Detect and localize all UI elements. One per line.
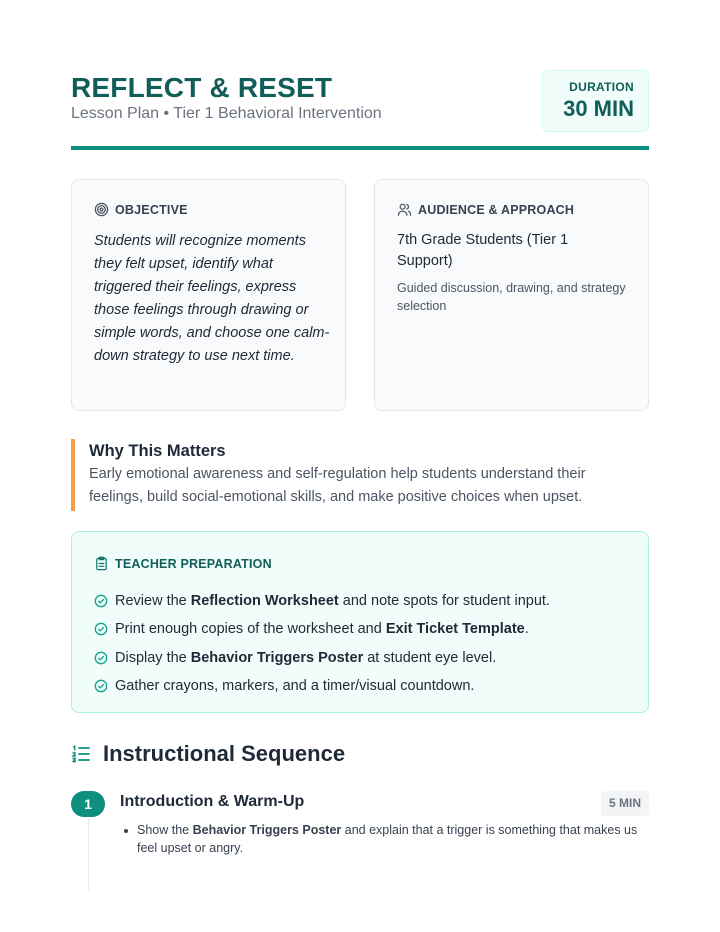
target-icon <box>94 202 109 217</box>
sequence-heading: Instructional Sequence <box>103 741 346 766</box>
preparation-item: Gather crayons, markers, and a timer/visual countdown. <box>94 672 634 700</box>
audience-card <box>374 179 649 411</box>
why-heading: Why This Matters <box>89 442 226 460</box>
duration-value: 30 MIN <box>563 96 634 121</box>
lesson-subtitle: Lesson Plan • Tier 1 Behavioral Intervention <box>71 105 382 122</box>
duration-label: DURATION <box>569 80 634 94</box>
check-circle-icon <box>94 594 108 608</box>
clipboard-icon <box>94 556 109 571</box>
users-icon <box>397 202 412 217</box>
objective-card <box>71 179 346 411</box>
page-header <box>71 70 649 130</box>
numbered-list-icon <box>71 744 91 764</box>
why-text: Early emotional awareness and self-regulation help students understand their feelings, build social-emotional skills, and make positive choices when upset. <box>89 466 586 505</box>
audience-heading: AUDIENCE & APPROACH <box>418 202 575 217</box>
duration-badge <box>542 70 649 132</box>
lesson-title: REFLECT & RESET <box>71 72 333 103</box>
check-circle-icon <box>94 651 108 665</box>
objective-text: Students will recognize moments they felt upset, identify what triggered their feelings, express those feelings through drawing or simple words, and choose one calm-down strategy to use next time. <box>94 233 330 364</box>
preparation-heading: TEACHER PREPARATION <box>115 556 272 571</box>
check-circle-icon <box>94 622 108 636</box>
audience-title: 7th Grade Students (Tier 1 Support) <box>397 232 569 269</box>
preparation-item: Print enough copies of the worksheet and Exit Ticket Template. <box>94 615 634 643</box>
audience-detail: Guided discussion, drawing, and strategy selection <box>397 281 626 313</box>
check-circle-icon <box>94 679 108 693</box>
step-bullet: Show the Behavior Triggers Poster and explain that a trigger is something that makes us feel upset or angry. <box>120 822 645 857</box>
step-timeline-connector <box>88 818 89 890</box>
sequence-header <box>71 741 345 767</box>
why-this-matters-callout <box>71 439 649 511</box>
header-divider <box>71 146 649 150</box>
preparation-list <box>94 587 634 700</box>
step-number-badge: 1 <box>71 791 105 817</box>
step-title: Introduction & Warm-Up <box>120 793 305 810</box>
teacher-preparation-box <box>71 531 649 713</box>
preparation-item: Review the Reflection Worksheet and note spots for student input. <box>94 587 634 615</box>
step-duration-badge: 5 MIN <box>601 791 649 816</box>
preparation-item: Display the Behavior Triggers Poster at student eye level. <box>94 644 634 672</box>
step-bullet-list <box>120 822 645 857</box>
objective-heading: OBJECTIVE <box>115 202 188 217</box>
